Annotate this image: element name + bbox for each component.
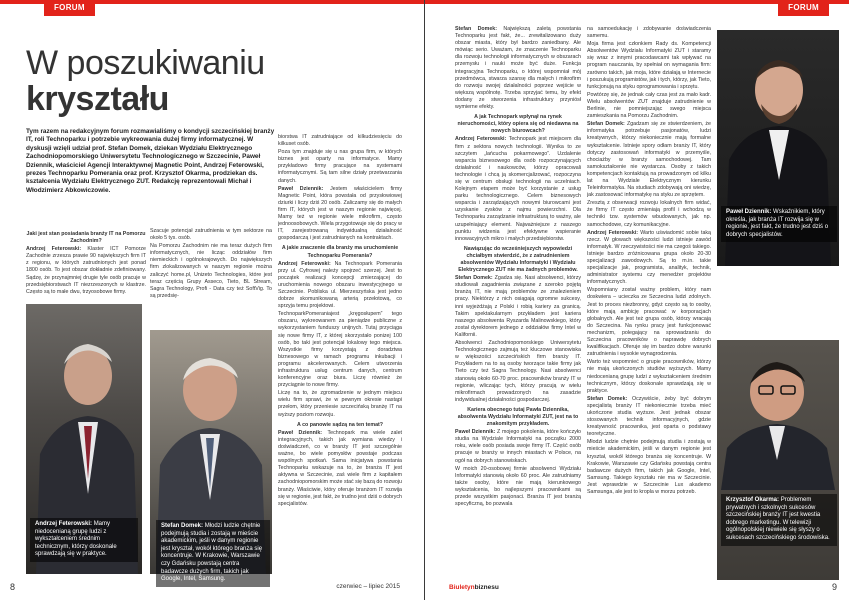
speaker-name: Stefan Domek: bbox=[455, 275, 495, 282]
paragraph-text: Młodzi ludzie chętnie podejmują studia i zostają w mieście akademickim, jeśli w danym regionie jest kryształ, wokół którego branża się koncentruje. W Krakowie, Warszawie czy Gdańsku powstają centra badawcze dużych firm, takich jak Google, Intel, Samsung. Takiego kryształu nie ma w Szczecinie. Jest wprawdzie w Szczecinie Lux akademo Samsunga, ale jest to kropla w morzu potrzeb. bbox=[587, 439, 711, 495]
paragraph-text: Warto też wspomnieć o grupie pracowników, którzy nie mają ukończonych studiów wyższych. Mamy niedocenianą grupę ludzi z wykształceniem średnim technicznym, którzy doskonale sprawdzają się w praktyce. bbox=[587, 359, 711, 394]
article-title-line2: kryształu bbox=[26, 80, 169, 118]
speaker-name: Andrzej Feterowski: bbox=[455, 136, 509, 143]
paragraph bbox=[150, 228, 272, 242]
brand-dark: biznesu bbox=[474, 584, 499, 591]
paragraph bbox=[278, 134, 402, 148]
paragraph-text: Szacuje potencjał zatrudnienia w tym sektorze na około 5 tys. osób. bbox=[150, 228, 272, 242]
speaker-name: Andrzej Feterowski: bbox=[278, 260, 335, 267]
paragraph bbox=[455, 26, 581, 111]
caption-name: Paweł Dziennik: bbox=[726, 209, 772, 215]
speaker-name: Paweł Dziennik: bbox=[278, 185, 331, 192]
paragraph-text: Największą zaletą powstania Technoparku jest fakt, że... zrewitalizowano duży obszar miasta, który był bardzo zaniedbany. Ale mówiąc serio. Uważam, że znaczenie Technoparku dla rozwoju technologii informatycznych w obszarach przemysłu i nauki może być duże. Funkcja integracyjna Technoparku, o której wspomniał mój przedmówca, stwarza szansę dla małych i mikrofirm do rozwoju swojej działalności poprzez wejście w większą wspólnotę. Trzeba sprzyjać temu, by efekt dodany ze stworzenia infrastruktury przyniósł wymierne efekty. bbox=[455, 26, 581, 111]
photo-caption-dziennik bbox=[721, 206, 837, 242]
text-column-2 bbox=[587, 26, 711, 582]
paragraph bbox=[587, 287, 711, 358]
paragraph bbox=[150, 243, 272, 300]
interview-question: A jak Technopark wpłynął na rynek nieruchomości, który opiera się od niedawna na nowych biurowcach? bbox=[457, 114, 579, 135]
paragraph-text: biorstwa IT zatrudniające od kilkudziesięciu do kilkuset osób. bbox=[278, 134, 402, 148]
photo-caption-domek bbox=[156, 520, 270, 587]
paragraph bbox=[26, 246, 146, 296]
paragraph bbox=[587, 396, 711, 439]
paragraph-text: Zresztą z obserwacji rozwoju lokalnych firm widać, że firmy IT często zmieniają profil i wchodzą w techniki tzw. systemów wbudowanych, jak np. samochodowe, czy komunikacyjne. bbox=[587, 200, 711, 228]
paragraph-text: Powtórzę się, że jednak cały czas jest za mało kadr. Wielu absolwentów ZUT znajduje zatrudnienie w Berlinie, nie pomniejszając swego miejsca zamieszkania na Pomorzu Zachodnim. bbox=[587, 91, 711, 120]
paragraph-text: TechnoparkPomeraniajest „kręgosłupem” tego obszaru, wykreowanem za pieniądze publiczne z wykorzystaniem funduszy unijnych. Tutaj przyciąga się nowe firmy IT, z której skorzystało ponizej 100 osób, bo taki jest potencjał lokalowy tego miejsca. Wszystkie firmy korzystają z doradztwa biznesowego w ramach programu inkubacji i programu akcelerowanych. Celem utworzenia infrastruktura usług centrum danych, centrum konferencyjne oraz biura. Liczę również że przyciągnie to nowe firmy. bbox=[278, 311, 402, 389]
caption-text: Mamy niedocenianą grupę ludzi z wykształceniem średnim technicznym, którzy doskonale sprawdzają się w praktyce. bbox=[35, 521, 117, 558]
page-number: 9 bbox=[831, 582, 837, 592]
paragraph-text: Z mojego pokolenia, które kończyło studia na Wydziale Informatyki na początku 2000 roku, wiele osób posiada swoje firmy IT. Część osób pracuje w branży w innych miastach w Polsce, na ogół na dobrych stanowiskach. bbox=[455, 429, 581, 464]
photo-caption-feterowski bbox=[30, 518, 138, 562]
caption-name: Krzysztof Okarma: bbox=[726, 497, 780, 503]
article-title-line1: W poszukiwaniu bbox=[26, 44, 265, 82]
paragraph bbox=[278, 261, 402, 311]
text-column-1 bbox=[455, 26, 581, 582]
paragraph-text: Na Technopark Pomerania przy ul. Cyfrowej należy spojrzeć szerzej. Jest to początek realizacji koncepcji zmierzającej do uruchomienia nowego obszaru inwestycyjnego w Szczecinie. Pobliska ul. Mierzeszyńska jest jedno dobrze skomunikowaną arterią przełotową, co sprzyja temu projektowi. bbox=[278, 260, 402, 310]
paragraph-text: Absolwenci Zachodniopomorskiego Uniwersytetu Technologicznego zajmują też kluczowe stanowiska w większości szczecińskich firm branży IT. Przykładem na to są osoby tworzące takie firmy jak Tieto czy też Sagra Technology. Nasi absolwenci stanowią około 60-70 proc. pracowników branży IT w regionie, wliczając tych, którzy pracują w wielu mikrofirmach prowadzonych na zasadzie indywidualnej działalności gospodarczej. bbox=[455, 340, 581, 403]
paragraph-text: W moich 20-osobowej firmie absolwenci Wydziału Informatyki stanowią około 60 proc. Ale zatrudniamy także osoby, które nie mają kierunkowego wykształcenia, bo najlepszymi pracownikami są przede wszystkim pasjonaci. Branża IT jest branżą specyficzną, bo pozwala bbox=[455, 465, 581, 508]
paragraph bbox=[587, 359, 711, 394]
speaker-name: Andrzej Feterowski: bbox=[587, 229, 641, 236]
paragraph-text: Oczywiście, żeby być dobrym specjalistą branży IT niekoniecznie trzeba mieć ukończone studia wyższe. Jest jednak obszar stosowanych technik informacyjnych, gdzie kreatywność pracownika, jest oparta o podstawy teoretyczne. bbox=[587, 395, 711, 438]
paragraph-text: na samoedukację i zdobywanie doświadczenia samemu. bbox=[587, 26, 711, 40]
paragraph bbox=[587, 200, 711, 228]
paragraph bbox=[278, 186, 402, 243]
caption-name: Stefan Domek: bbox=[161, 523, 204, 529]
paragraph bbox=[587, 439, 711, 496]
caption-text: Problemem prywatnych i szkolnych sukcesów szczecińskiej branży IT jest kwestia dobrego marketingu. W telewizji ogólnopolskiej niewiele się słyszy o sukcesach szczecińskiego środowiska. bbox=[726, 497, 830, 541]
paragraph bbox=[587, 92, 711, 120]
interview-question: Kariera obecnego tutaj Pawła Dziennika, absolwenta Wydziału Informatyki ZUT, jest na to znakomitym przykładem. bbox=[457, 406, 579, 428]
paragraph bbox=[455, 466, 581, 509]
text-column-1 bbox=[26, 228, 146, 303]
paragraph-text: Na Pomorzu Zachodnim nie ma teraz dużych firm informatycznych, nie licząc oddziałów firm niemieckich i ogólnokrajowych. Do największych firm zlokalizowanych w naszym regionie można zaliczyć home.pl, Unizeto Technologies, które jest teraz częścią Grupy Asseco, Tieto, BL Stream, Sagra Technology, Profi - Data czy też SoftVig. To są przedsię- bbox=[150, 243, 272, 299]
issue-date: czerwiec – lipiec 2015 bbox=[336, 583, 400, 590]
section-tab: FORUM bbox=[778, 0, 829, 16]
caption-text: Młodzi ludzie chętnie podejmują studia i zostają w mieście akademickim, jeśli w danym regionie jest kryształ, wokół którego branża się koncentruje. W Krakowie, Warszawie czy Gdańsku powstają centra badawcze dużych firm, takich jak Google, Intel, Samsung. bbox=[161, 523, 263, 583]
page-number: 8 bbox=[10, 582, 16, 592]
paragraph-text: Liczę na to, że zgromadzenie w jednym miejscu wielu firm sprawi, że w pewnym okresie nastąpi przełom, który przeniesie szczecińską branżę IT na wyższy poziom rozwoju. bbox=[278, 390, 402, 418]
paragraph-text: Poza tym znajduje się u nas grupa firm, w których biznes jest oparty na informatyce. Mamy przykładowo firmy pracujące na systemami informatycznymi. Są tam silne działy przetwarzania danych. bbox=[278, 149, 402, 184]
speaker-name: Stefan Domek: bbox=[587, 121, 627, 128]
speaker-name: Stefan Domek: bbox=[587, 395, 632, 402]
paragraph-text: Zgadzam się ze stwierdzeniem, że informatyka potrzebuje pasjonatów, ludzi kreatywnych, którzy niekoniecznie mają formalne wykształcenie. Istnieje spory odłam branży IT, który dotyczy zastosowań informatyki w przemyśle, chociażby w branży samochodowej. Tam samokształcenie nie wystarcza. Osoby z takich kompetencjach kontaktują na prowadzonym od kilku lat na Wydziale Elektrycznym kierunku Teleinformatyka. Na studiach zdobywają oni wiedzę, jak zastosować informatykę na styku ze sprzętem. bbox=[587, 121, 711, 199]
paragraph-text: Technopark ma wiele zalet integracyjnych, takich jak wymiana wiedzy i doświadczeń, co w branży IT jest szczególnie ważne, bo wiele pomysłów powstaje podczas wspólnych spotkań. Sama inicjatywa powstania Technoparku wskazuje na to, że branża IT jest aktywna w Szczecinie, zaś wiele firm z kapitałem zachodniopomorskim może stać się bazą do rozwoju branży. Właściwie, który oferuje branżom IT rozwija się w regionie, jest fakt, że trudno jest dziś o dobrych specjalistów. bbox=[278, 429, 402, 507]
paragraph-text: Warto uświadomić sobie taką rzecz. W głowach większości ludzi istnieje zawód informatyk. W rzeczywistości nie ma czegoś takiego. Istnieje bardzo zróżnicowana grupa około 20-30 specjalizacji zawodowych. Są to m.in. takie specjalizacje jak, programista, analityk, technik, administrator systemu czy menedżer projektów informatycznych. bbox=[587, 229, 711, 286]
paragraph bbox=[278, 311, 402, 389]
interview-question: A co panowie sądzą na ten temat? bbox=[296, 421, 384, 428]
paragraph bbox=[455, 429, 581, 464]
paragraph-text: Zgadza się. Nasi absolwenci, którzy studiowali zagadnienia związane z szeroko pojętą branżą IT, nie mają problemów ze znalezieniem pracy. Niektórzy z nich osiągają ogromne sukcesy, inni wyjeżdżają z Polski i robią kariery za granicą. Takim spektakularnym przykładem jest kariera naszego absolwenta Ryszarda Malinowskiego, który został dyrektorem jednego z oddziałów firmy Intel w Kalifornii. bbox=[455, 275, 581, 338]
interview-question: Jaki jest stan posiadania branży IT na Pomorzu Zachodnim? bbox=[26, 231, 146, 245]
magazine-brand bbox=[449, 584, 499, 591]
paragraph bbox=[587, 26, 711, 40]
speaker-name: Paweł Dziennik: bbox=[278, 429, 328, 436]
text-column-2 bbox=[150, 228, 272, 303]
paragraph bbox=[455, 340, 581, 404]
paragraph-text: Klaster ICT Pomorze Zachodnie zrzesza prawie 90 największych firm IT z regionu, w których zatrudnionych jest ponad 1800 osób. To jest obszar dokładnie zdefiniowany. Sądzę, że przynajmniej drugie tyle osób pracuje w przedsiębiorstwach IT niezrzeszonych w klastrze. Często są to małe dwu, trzyosobowe firmy. bbox=[26, 246, 146, 295]
paragraph-text: Jestem właścicielem firmy Magnetic Point, która powstała od przysłowiowej dziurki i liczy dziś 20 osób. Zaliczamy się do małych firm IT, których jest w naszym regionie najwięcej. Mamy też w regionie wiele mikrofirm, często jednoosobowych. Wiela przygotowuje się do pracy w IT, zarejestrowaną indywidualną działalność gospodarczą i jest zatrudnianych na kontraktach. bbox=[278, 185, 402, 242]
text-column-3 bbox=[278, 134, 402, 586]
interview-question: Nawiązując do wcześniejszych wypowiedzi chciałbym stwierdzić, że z zatrudnieniem absolwentów Wydziału Informatyki i Wydziału Elektrycznego ZUT nie ma żadnych problemów. bbox=[458, 245, 578, 274]
paragraph-text: Moja firma jest członkiem Rady ds. Kompetencji Absolwentów Wydziału Informatyki ZUT i staramy się wraz z innymi pracodawcami tak wpływać na program nauczania, by spełniał on wymagania firm: zarówno takich, jak moja, które działają w Internecie i poszukują programistów, jak i tych, którzy, jak Tieto, funkcjonują na styku oprogramowania i sprzętu. bbox=[587, 41, 711, 90]
speaker-name: Andrzej Feterowski: bbox=[26, 246, 88, 253]
paragraph-text: Technopark jest miejscem dla firm z sektora nowych technologii. Wynika to ze szczytem „lańcucha pokarmowego”. Uzdalenie wsparcia biznesowego dla osób rozpoczynających działalność i naukowców, którzy opracowali technologie i chcą ją skomercjalizować, rozpoczyna się w centrum obsługi technologii na uczelniach. Kolejnym etapem może być korzystanie z usług parku technologicznego. Celem biznesowych wsparcia i zarządzających nowymi biurowcami jest uzyskanie zysków z najmu powierzchni. Dla Technoparku zarządzanie infrastrukturą to ważny, ale uzupełniający element. Najważniejsze z naszego punktu widzenia jest efektywne wspieranie innowacyjnych mikro i małych przedsiębiorstw. bbox=[455, 136, 581, 242]
paragraph-text: Wspomniany został ważny problem, który nam doskwiera – ucieczka ze Szczecina ludzi zdolnych. Jest to proces niezbronny, gdyż często są to osoby, które mają ambicję pracować w korporacjach globalnych. Ale jest też grupa osób, którzy wracają do Szczecina. Na rynku pracy jest funkcjonować mechanizm, polegający na sprowadzaniu do Szczecina pracowników o naprawdę dobrych kwalifikacjach. Oferuje się im bardzo dobre warunki zatrudnienia i wysokie wynagrodzenia. bbox=[587, 287, 711, 358]
paragraph bbox=[278, 149, 402, 184]
article-lead: Tym razem na redakcyjnym forum rozmawialiśmy o kondycji szczecińskiej branży IT, roli Technoparku i potrzebie wykreowania dużej firmy informatycznej. W dyskusji wzięli udział prof. Stefan Domek, dziekan Wydziału Elektrycznego Zachodniopomorskiego Uniwersytetu Technologicznego w Szczecinie, Paweł Dziennik, właściciel Agencji Interaktywnej Magnetic Point, Andrzej Feterowski, prezes Technoparku Pomerania oraz prof. Krzysztof Okarma, prodziekan ds. kształcenia Wydziału Elektrycznego ZUT. Redakcję reprezentowali Michał i Włodzimierz Abkowiczowie. bbox=[26, 128, 275, 194]
paragraph bbox=[587, 121, 711, 199]
paragraph bbox=[587, 41, 711, 91]
paragraph bbox=[455, 136, 581, 242]
right-page bbox=[425, 0, 849, 600]
paragraph bbox=[278, 430, 402, 508]
caption-text: Wskaźnikiem, który określa, jak branża IT rozwija się w regionie, jest fakt, że trudno jest dziś o dobrych specjalistów. bbox=[726, 209, 829, 238]
paragraph bbox=[278, 390, 402, 418]
paragraph bbox=[455, 275, 581, 339]
interview-question: A jakie znaczenie dla branży ma uruchomienie Technoparku Pomerania? bbox=[281, 245, 399, 259]
paragraph bbox=[587, 230, 711, 287]
brand-red: Biuletyn bbox=[449, 584, 475, 591]
speaker-name: Stefan Domek: bbox=[455, 26, 504, 32]
speaker-name: Paweł Dziennik: bbox=[455, 429, 497, 436]
caption-name: Andrzej Feterowski: bbox=[35, 521, 93, 527]
photo-caption-okarma bbox=[721, 494, 837, 546]
left-page bbox=[0, 0, 424, 600]
section-tab: FORUM bbox=[44, 0, 95, 16]
